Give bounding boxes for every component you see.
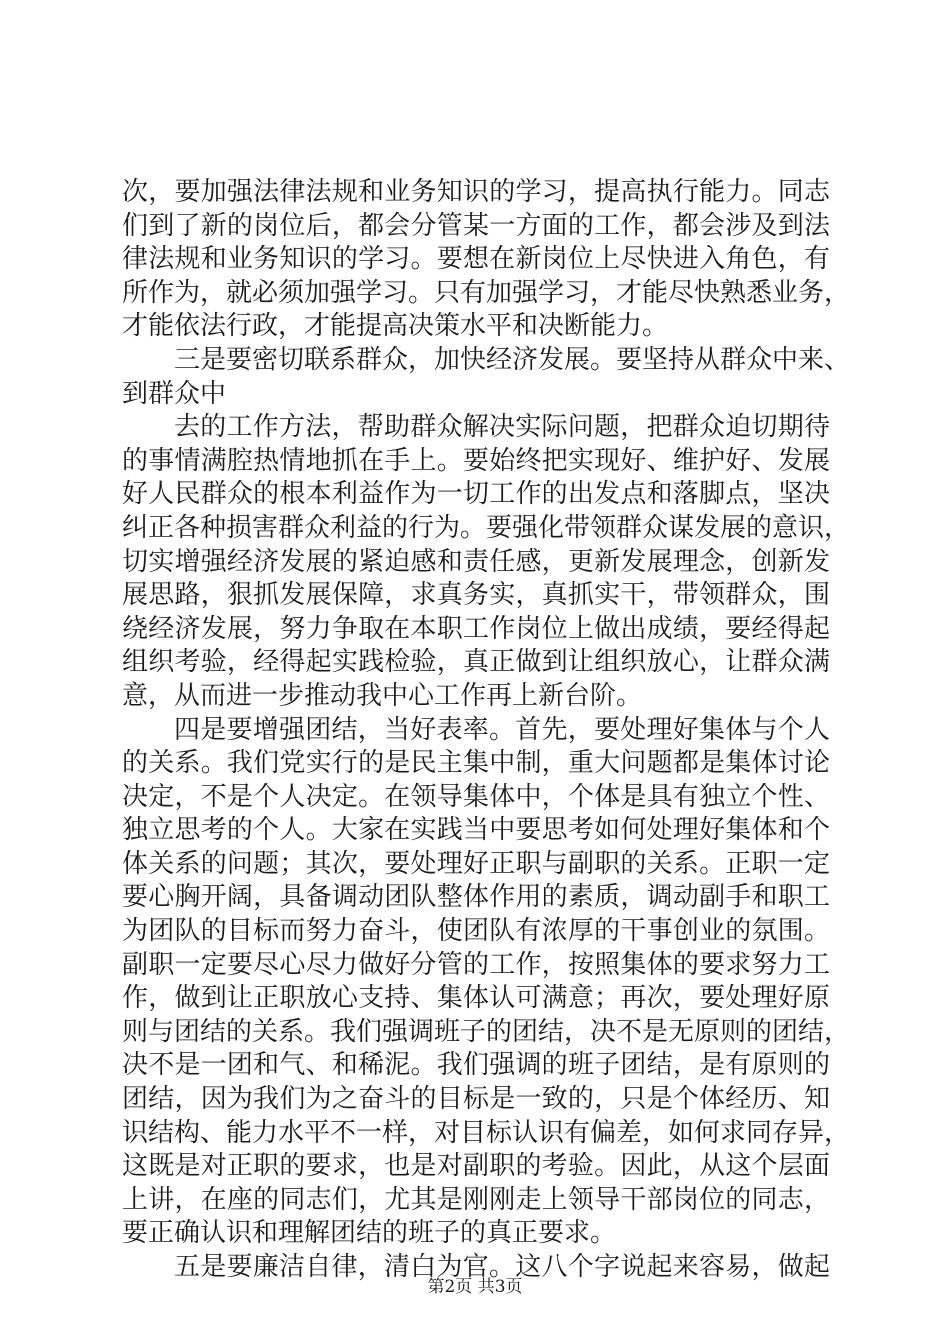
- text-line: 作，做到让正职放心支持、集体认可满意；再次，要处理好原: [122, 983, 830, 1014]
- text-line: 四是要增强团结，当好表率。首先，要处理好集体与个人: [174, 714, 830, 745]
- text-line: 纠正各种损害群众利益的行为。要强化带领群众谋发展的意识，: [122, 512, 851, 543]
- text-line: 次，要加强法律法规和业务知识的学习，提高执行能力。同志: [122, 177, 830, 207]
- text-line: 要正确认识和理解团结的班子的真正要求。: [122, 1218, 617, 1249]
- text-line: 才能依法行政，才能提高决策水平和决断能力。: [122, 311, 669, 342]
- text-line: 所作为，就必须加强学习。只有加强学习，才能尽快熟悉业务，: [122, 277, 851, 308]
- text-line: 切实增强经济发展的紧迫感和责任感，更新发展理念，创新发: [122, 546, 830, 577]
- document-body: [122, 176, 851, 1285]
- text-line: 则与团结的关系。我们强调班子的团结，决不是无原则的团结，: [122, 1016, 851, 1047]
- text-line: 组织考验，经得起实践检验，真正做到让组织放心，让群众满: [122, 647, 830, 678]
- text-line: 识结构、能力水平不一样，对目标认识有偏差，如何求同存异，: [122, 1117, 851, 1148]
- text-line: 意，从而进一步推动我中心工作再上新台阶。: [122, 680, 643, 711]
- text-line: 们到了新的岗位后，都会分管某一方面的工作，都会涉及到法: [122, 210, 830, 241]
- text-line: 的事情满腔热情地抓在手上。要始终把实现好、维护好、发展: [122, 445, 830, 476]
- text-line: 绕经济发展，努力争取在本职工作岗位上做出成绩，要经得起: [122, 613, 830, 644]
- text-line: 好人民群众的根本利益作为一切工作的出发点和落脚点，坚决: [122, 479, 830, 510]
- page-footer: [0, 1276, 950, 1298]
- text-line: 律法规和业务知识的学习。要想在新岗位上尽快进入角色，有: [122, 244, 830, 275]
- text-line: 要心胸开阔，具备调动团队整体作用的素质，调动副手和职工: [122, 882, 830, 913]
- text-line: 这既是对正职的要求，也是对副职的考验。因此，从这个层面: [122, 1151, 830, 1182]
- text-line: 为团队的目标而努力奋斗，使团队有浓厚的干事创业的氛围。: [122, 916, 830, 947]
- text-line: 独立思考的个人。大家在实践当中要思考如何处理好集体和个: [122, 815, 830, 846]
- text-line: 三是要密切联系群众，加快经济发展。要坚持从群众中来、: [174, 344, 851, 375]
- text-line: 决不是一团和气、和稀泥。我们强调的班子团结，是有原则的: [122, 1050, 830, 1081]
- text-line: 上讲，在座的同志们，尤其是刚刚走上领导干部岗位的同志，: [122, 1184, 830, 1215]
- text-line: 五是要廉洁自律，清白为官。这八个字说起来容易，做起: [174, 1252, 830, 1282]
- text-line: 决定，不是个人决定。在领导集体中，个体是具有独立个性、: [122, 781, 830, 812]
- text-line: 的关系。我们党实行的是民主集中制，重大问题都是集体讨论: [122, 748, 830, 779]
- text-line: 体关系的问题；其次，要处理好正职与副职的关系。正职一定: [122, 848, 830, 879]
- text-line: 副职一定要尽心尽力做好分管的工作，按照集体的要求努力工: [122, 949, 830, 980]
- text-line: 到群众中: [122, 378, 227, 409]
- page-number-label: 第2页 共3页: [427, 1277, 523, 1297]
- text-line: 团结，因为我们为之奋斗的目标是一致的，只是个体经历、知: [122, 1084, 830, 1115]
- text-line: 展思路，狠抓发展保障，求真务实，真抓实干，带领群众，围: [122, 580, 830, 611]
- text-line: 去的工作方法，帮助群众解决实际问题，把群众迫切期待: [174, 412, 830, 443]
